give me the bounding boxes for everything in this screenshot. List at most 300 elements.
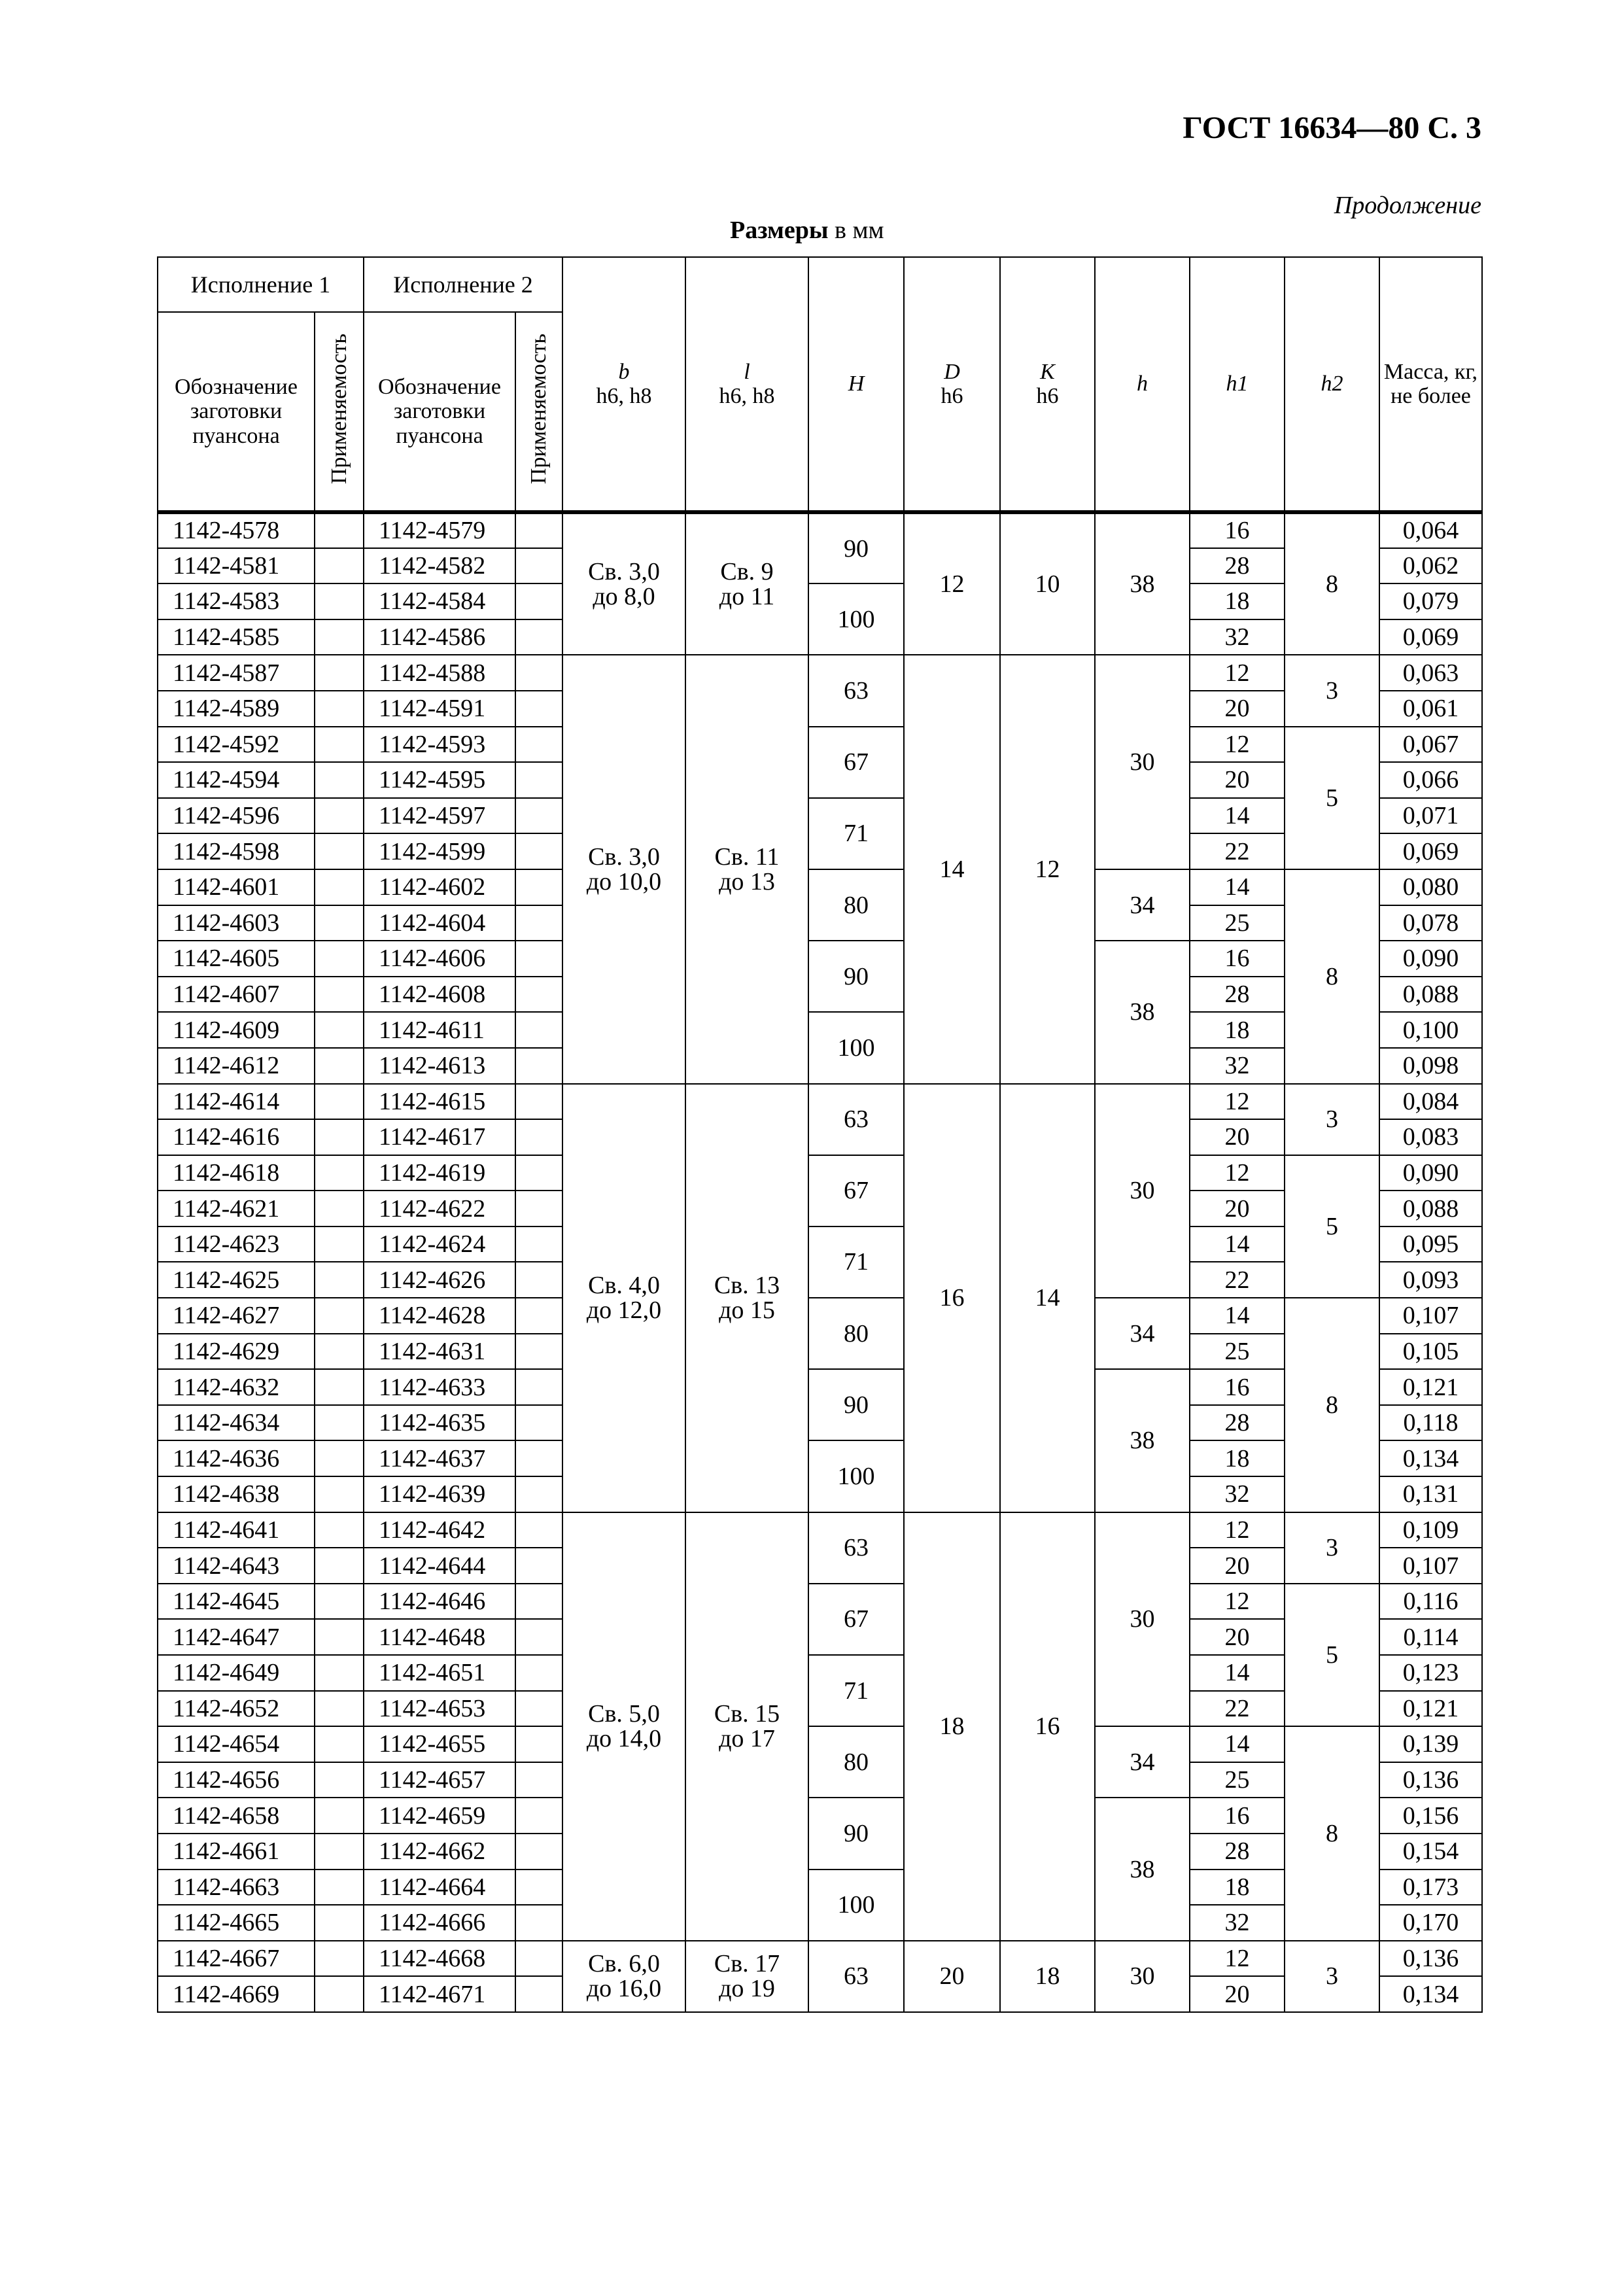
applicability-1 <box>315 941 364 977</box>
cell-l <box>685 512 808 655</box>
cell-mass: 0,083 <box>1379 1119 1482 1155</box>
header-b <box>562 257 685 512</box>
code-ispolnenie-2: 1142-4664 <box>364 1870 515 1905</box>
code-ispolnenie-1: 1142-4638 <box>158 1476 315 1512</box>
cell-H: 63 <box>808 1084 904 1155</box>
applicability-2 <box>515 1262 562 1298</box>
cell-mass: 0,071 <box>1379 798 1482 834</box>
code-ispolnenie-2: 1142-4631 <box>364 1334 515 1370</box>
applicability-2 <box>515 1191 562 1226</box>
header-ispolnenie-1: Исполнение 1 <box>158 257 364 312</box>
table-row <box>158 583 1482 619</box>
applicability-1 <box>315 1798 364 1834</box>
cell-K: 10 <box>1000 512 1095 655</box>
code-ispolnenie-1: 1142-4603 <box>158 905 315 941</box>
applicability-1 <box>315 1905 364 1941</box>
applicability-1 <box>315 1691 364 1727</box>
table-row <box>158 1941 1482 1977</box>
dimensions-table <box>157 256 1483 2013</box>
cell-h1: 32 <box>1190 1048 1285 1084</box>
cell-b <box>562 1512 685 1941</box>
header-l-symbol: l <box>744 359 750 384</box>
applicability-1 <box>315 691 364 727</box>
header-l-tolerance: h6, h8 <box>719 384 775 408</box>
code-ispolnenie-2: 1142-4617 <box>364 1119 515 1155</box>
code-ispolnenie-2: 1142-4608 <box>364 977 515 1013</box>
cell-D: 12 <box>904 512 1000 655</box>
cell-h: 38 <box>1095 512 1190 655</box>
cell-h2: 3 <box>1285 1084 1379 1155</box>
code-ispolnenie-1: 1142-4601 <box>158 869 315 905</box>
applicability-2 <box>515 798 562 834</box>
code-ispolnenie-2: 1142-4597 <box>364 798 515 834</box>
cell-mass: 0,064 <box>1379 512 1482 548</box>
range-to: до 13 <box>719 867 775 896</box>
applicability-1 <box>315 1191 364 1226</box>
range-to: до 17 <box>719 1725 775 1753</box>
cell-h1: 14 <box>1190 1726 1285 1762</box>
applicability-2 <box>515 905 562 941</box>
cell-mass: 0,084 <box>1379 1084 1482 1120</box>
code-ispolnenie-1: 1142-4665 <box>158 1905 315 1941</box>
cell-h1: 14 <box>1190 1298 1285 1334</box>
cell-h1: 20 <box>1190 691 1285 727</box>
cell-mass: 0,069 <box>1379 833 1482 869</box>
table-row <box>158 1369 1482 1405</box>
cell-mass: 0,105 <box>1379 1334 1482 1370</box>
cell-H: 67 <box>808 727 904 798</box>
table-row <box>158 1298 1482 1334</box>
code-ispolnenie-1: 1142-4669 <box>158 1976 315 2012</box>
code-ispolnenie-2: 1142-4624 <box>364 1226 515 1262</box>
cell-mass: 0,107 <box>1379 1298 1482 1334</box>
code-ispolnenie-1: 1142-4621 <box>158 1191 315 1226</box>
applicability-1 <box>315 1012 364 1048</box>
cell-h1: 32 <box>1190 1476 1285 1512</box>
applicability-2 <box>515 1226 562 1262</box>
cell-h1: 28 <box>1190 548 1285 584</box>
range-from: Св. 9 <box>720 558 774 586</box>
cell-h: 30 <box>1095 1941 1190 2012</box>
cell-mass: 0,088 <box>1379 977 1482 1013</box>
cell-D: 20 <box>904 1941 1000 2012</box>
applicability-2 <box>515 941 562 977</box>
code-ispolnenie-1: 1142-4587 <box>158 655 315 691</box>
applicability-2 <box>515 727 562 763</box>
applicability-1 <box>315 1048 364 1084</box>
code-ispolnenie-2: 1142-4655 <box>364 1726 515 1762</box>
cell-h2: 5 <box>1285 727 1379 869</box>
code-ispolnenie-1: 1142-4654 <box>158 1726 315 1762</box>
applicability-2 <box>515 1726 562 1762</box>
cell-mass: 0,100 <box>1379 1012 1482 1048</box>
cell-h: 38 <box>1095 1798 1190 1940</box>
cell-H: 71 <box>808 1655 904 1726</box>
cell-H: 100 <box>808 583 904 655</box>
cell-mass: 0,121 <box>1379 1369 1482 1405</box>
header-oboznachenie-2: Обозначение заготовки пуансона <box>364 312 515 512</box>
applicability-2 <box>515 1584 562 1620</box>
applicability-2 <box>515 548 562 584</box>
applicability-2 <box>515 691 562 727</box>
cell-H: 80 <box>808 1298 904 1369</box>
applicability-2 <box>515 1048 562 1084</box>
code-ispolnenie-1: 1142-4629 <box>158 1334 315 1370</box>
cell-h: 34 <box>1095 1298 1190 1369</box>
cell-mass: 0,134 <box>1379 1976 1482 2012</box>
cell-h1: 25 <box>1190 1762 1285 1798</box>
cell-h1: 14 <box>1190 869 1285 905</box>
cell-mass: 0,062 <box>1379 548 1482 584</box>
range-from: Св. 3,0 <box>588 558 660 586</box>
applicability-2 <box>515 1476 562 1512</box>
cell-l <box>685 1941 808 2012</box>
cell-H: 80 <box>808 1726 904 1798</box>
cell-H: 67 <box>808 1155 904 1226</box>
code-ispolnenie-2: 1142-4644 <box>364 1548 515 1584</box>
cell-H: 100 <box>808 1440 904 1512</box>
cell-h1: 12 <box>1190 1941 1285 1977</box>
code-ispolnenie-2: 1142-4635 <box>364 1405 515 1441</box>
cell-h2: 8 <box>1285 869 1379 1084</box>
cell-h1: 18 <box>1190 1012 1285 1048</box>
applicability-1 <box>315 869 364 905</box>
cell-mass: 0,156 <box>1379 1798 1482 1834</box>
cell-H: 80 <box>808 869 904 941</box>
code-ispolnenie-2: 1142-4626 <box>364 1262 515 1298</box>
table-row <box>158 1012 1482 1048</box>
cell-mass: 0,079 <box>1379 583 1482 619</box>
range-to: до 19 <box>719 1975 775 2003</box>
applicability-1 <box>315 1762 364 1798</box>
applicability-1 <box>315 905 364 941</box>
cell-mass: 0,173 <box>1379 1870 1482 1905</box>
applicability-1 <box>315 1119 364 1155</box>
code-ispolnenie-2: 1142-4588 <box>364 655 515 691</box>
code-ispolnenie-2: 1142-4613 <box>364 1048 515 1084</box>
range-from: Св. 5,0 <box>588 1700 660 1728</box>
applicability-2 <box>515 1905 562 1941</box>
range-to: до 14,0 <box>586 1725 662 1753</box>
code-ispolnenie-2: 1142-4606 <box>364 941 515 977</box>
cell-mass: 0,066 <box>1379 762 1482 798</box>
code-ispolnenie-1: 1142-4634 <box>158 1405 315 1441</box>
table-row <box>158 1584 1482 1620</box>
code-ispolnenie-1: 1142-4616 <box>158 1119 315 1155</box>
table-row <box>158 941 1482 977</box>
cell-mass: 0,123 <box>1379 1655 1482 1691</box>
applicability-1 <box>315 1369 364 1405</box>
applicability-1 <box>315 1584 364 1620</box>
header-primenyaemost-1-text: Применяемость <box>326 334 351 485</box>
cell-H: 63 <box>808 1512 904 1584</box>
header-H: H <box>808 257 904 512</box>
cell-h1: 14 <box>1190 1655 1285 1691</box>
header-primenyaemost-1 <box>315 312 364 512</box>
cell-l <box>685 655 808 1083</box>
cell-h1: 12 <box>1190 1084 1285 1120</box>
table-row <box>158 1870 1482 1905</box>
range-from: Св. 6,0 <box>588 1950 660 1978</box>
applicability-2 <box>515 869 562 905</box>
cell-mass: 0,098 <box>1379 1048 1482 1084</box>
cell-H: 90 <box>808 1798 904 1869</box>
code-ispolnenie-2: 1142-4611 <box>364 1012 515 1048</box>
applicability-1 <box>315 1512 364 1548</box>
code-ispolnenie-1: 1142-4589 <box>158 691 315 727</box>
cell-h1: 18 <box>1190 583 1285 619</box>
cell-H: 71 <box>808 1226 904 1298</box>
cell-h: 30 <box>1095 1084 1190 1298</box>
header-K-symbol: K <box>1040 359 1055 384</box>
units-prefix: Размеры <box>730 217 829 244</box>
applicability-2 <box>515 1655 562 1691</box>
applicability-1 <box>315 583 364 619</box>
cell-h1: 12 <box>1190 1155 1285 1191</box>
cell-mass: 0,114 <box>1379 1619 1482 1655</box>
cell-h2: 8 <box>1285 1298 1379 1512</box>
header-K <box>1000 257 1095 512</box>
range-to: до 8,0 <box>593 583 655 611</box>
cell-h1: 12 <box>1190 1584 1285 1620</box>
cell-K: 14 <box>1000 1084 1095 1512</box>
applicability-2 <box>515 1512 562 1548</box>
cell-mass: 0,080 <box>1379 869 1482 905</box>
table-row <box>158 869 1482 905</box>
cell-h2: 8 <box>1285 1726 1379 1941</box>
table-row <box>158 1655 1482 1691</box>
header-K-tolerance: h6 <box>1036 384 1059 408</box>
cell-h1: 32 <box>1190 1905 1285 1941</box>
code-ispolnenie-1: 1142-4652 <box>158 1691 315 1727</box>
code-ispolnenie-1: 1142-4636 <box>158 1440 315 1476</box>
applicability-1 <box>315 619 364 655</box>
code-ispolnenie-1: 1142-4658 <box>158 1798 315 1834</box>
cell-mass: 0,107 <box>1379 1548 1482 1584</box>
cell-K: 16 <box>1000 1512 1095 1941</box>
code-ispolnenie-2: 1142-4595 <box>364 762 515 798</box>
cell-mass: 0,090 <box>1379 1155 1482 1191</box>
code-ispolnenie-1: 1142-4578 <box>158 512 315 548</box>
cell-H: 100 <box>808 1870 904 1941</box>
cell-h1: 28 <box>1190 977 1285 1013</box>
code-ispolnenie-2: 1142-4599 <box>364 833 515 869</box>
code-ispolnenie-2: 1142-4619 <box>364 1155 515 1191</box>
cell-K: 18 <box>1000 1941 1095 2012</box>
applicability-2 <box>515 1548 562 1584</box>
cell-b <box>562 1941 685 2012</box>
applicability-1 <box>315 1476 364 1512</box>
applicability-1 <box>315 1440 364 1476</box>
cell-h1: 20 <box>1190 1119 1285 1155</box>
applicability-2 <box>515 1155 562 1191</box>
code-ispolnenie-2: 1142-4637 <box>364 1440 515 1476</box>
applicability-2 <box>515 512 562 548</box>
cell-h1: 25 <box>1190 905 1285 941</box>
code-ispolnenie-2: 1142-4582 <box>364 548 515 584</box>
code-ispolnenie-1: 1142-4592 <box>158 727 315 763</box>
code-ispolnenie-1: 1142-4641 <box>158 1512 315 1548</box>
cell-mass: 0,078 <box>1379 905 1482 941</box>
cell-h1: 12 <box>1190 655 1285 691</box>
cell-mass: 0,170 <box>1379 1905 1482 1941</box>
header-h1: h1 <box>1190 257 1285 512</box>
header-h: h <box>1095 257 1190 512</box>
code-ispolnenie-1: 1142-4663 <box>158 1870 315 1905</box>
cell-h1: 14 <box>1190 1226 1285 1262</box>
applicability-2 <box>515 1834 562 1870</box>
applicability-1 <box>315 977 364 1013</box>
cell-h1: 32 <box>1190 619 1285 655</box>
table-row <box>158 1155 1482 1191</box>
applicability-1 <box>315 833 364 869</box>
cell-H: 90 <box>808 512 904 583</box>
applicability-1 <box>315 1834 364 1870</box>
cell-h1: 18 <box>1190 1870 1285 1905</box>
header-primenyaemost-2 <box>515 312 562 512</box>
cell-h2: 8 <box>1285 512 1379 655</box>
cell-D: 16 <box>904 1084 1000 1512</box>
applicability-1 <box>315 1548 364 1584</box>
applicability-1 <box>315 1976 364 2012</box>
cell-h1: 16 <box>1190 512 1285 548</box>
cell-h2: 5 <box>1285 1584 1379 1726</box>
applicability-2 <box>515 1976 562 2012</box>
applicability-2 <box>515 1405 562 1441</box>
applicability-2 <box>515 1619 562 1655</box>
code-ispolnenie-2: 1142-4591 <box>364 691 515 727</box>
code-ispolnenie-1: 1142-4609 <box>158 1012 315 1048</box>
applicability-1 <box>315 1655 364 1691</box>
cell-h: 34 <box>1095 1726 1190 1798</box>
applicability-1 <box>315 798 364 834</box>
cell-D: 18 <box>904 1512 1000 1941</box>
cell-b <box>562 655 685 1083</box>
cell-H: 71 <box>808 798 904 869</box>
units-suffix: в мм <box>828 217 884 244</box>
cell-mass: 0,093 <box>1379 1262 1482 1298</box>
applicability-2 <box>515 1870 562 1905</box>
code-ispolnenie-2: 1142-4584 <box>364 583 515 619</box>
table-row <box>158 798 1482 834</box>
code-ispolnenie-2: 1142-4593 <box>364 727 515 763</box>
code-ispolnenie-2: 1142-4628 <box>364 1298 515 1334</box>
code-ispolnenie-1: 1142-4623 <box>158 1226 315 1262</box>
cell-h: 30 <box>1095 655 1190 869</box>
applicability-2 <box>515 1119 562 1155</box>
applicability-1 <box>315 1619 364 1655</box>
applicability-2 <box>515 1440 562 1476</box>
table-row <box>158 1798 1482 1834</box>
applicability-2 <box>515 1798 562 1834</box>
page-header: ГОСТ 16634—80 С. 3 <box>1183 111 1481 145</box>
applicability-2 <box>515 583 562 619</box>
code-ispolnenie-1: 1142-4618 <box>158 1155 315 1191</box>
table-row <box>158 727 1482 763</box>
cell-mass: 0,095 <box>1379 1226 1482 1262</box>
code-ispolnenie-2: 1142-4648 <box>364 1619 515 1655</box>
code-ispolnenie-2: 1142-4653 <box>364 1691 515 1727</box>
applicability-2 <box>515 977 562 1013</box>
cell-H: 90 <box>808 1369 904 1440</box>
range-to: до 15 <box>719 1296 775 1325</box>
code-ispolnenie-2: 1142-4615 <box>364 1084 515 1120</box>
cell-D: 14 <box>904 655 1000 1083</box>
cell-H: 63 <box>808 1941 904 2012</box>
code-ispolnenie-2: 1142-4666 <box>364 1905 515 1941</box>
code-ispolnenie-2: 1142-4651 <box>364 1655 515 1691</box>
cell-mass: 0,090 <box>1379 941 1482 977</box>
continuation-label: Продолжение <box>1334 192 1481 219</box>
code-ispolnenie-1: 1142-4581 <box>158 548 315 584</box>
applicability-1 <box>315 1941 364 1977</box>
cell-mass: 0,061 <box>1379 691 1482 727</box>
code-ispolnenie-1: 1142-4585 <box>158 619 315 655</box>
table-row <box>158 512 1482 548</box>
applicability-2 <box>515 619 562 655</box>
cell-h2: 3 <box>1285 1941 1379 2012</box>
table-row <box>158 1084 1482 1120</box>
cell-b <box>562 1084 685 1512</box>
code-ispolnenie-2: 1142-4579 <box>364 512 515 548</box>
code-ispolnenie-1: 1142-4583 <box>158 583 315 619</box>
code-ispolnenie-1: 1142-4627 <box>158 1298 315 1334</box>
cell-l <box>685 1084 808 1512</box>
cell-h1: 22 <box>1190 1691 1285 1727</box>
code-ispolnenie-1: 1142-4605 <box>158 941 315 977</box>
cell-mass: 0,154 <box>1379 1834 1482 1870</box>
cell-h: 34 <box>1095 869 1190 941</box>
cell-h1: 20 <box>1190 1619 1285 1655</box>
table-row <box>158 1440 1482 1476</box>
header-D <box>904 257 1000 512</box>
cell-mass: 0,136 <box>1379 1762 1482 1798</box>
cell-h1: 20 <box>1190 1548 1285 1584</box>
cell-mass: 0,134 <box>1379 1440 1482 1476</box>
cell-K: 12 <box>1000 655 1095 1083</box>
code-ispolnenie-2: 1142-4639 <box>364 1476 515 1512</box>
range-to: до 10,0 <box>586 867 662 896</box>
range-from: Св. 15 <box>714 1700 780 1728</box>
code-ispolnenie-1: 1142-4656 <box>158 1762 315 1798</box>
code-ispolnenie-2: 1142-4602 <box>364 869 515 905</box>
code-ispolnenie-2: 1142-4622 <box>364 1191 515 1226</box>
applicability-1 <box>315 1334 364 1370</box>
code-ispolnenie-1: 1142-4661 <box>158 1834 315 1870</box>
applicability-1 <box>315 512 364 548</box>
cell-H: 100 <box>808 1012 904 1083</box>
table-row <box>158 655 1482 691</box>
code-ispolnenie-1: 1142-4596 <box>158 798 315 834</box>
cell-H: 90 <box>808 941 904 1012</box>
cell-mass: 0,109 <box>1379 1512 1482 1548</box>
units-label <box>730 216 884 245</box>
cell-h2: 3 <box>1285 655 1379 726</box>
code-ispolnenie-2: 1142-4659 <box>364 1798 515 1834</box>
cell-mass: 0,139 <box>1379 1726 1482 1762</box>
cell-h1: 28 <box>1190 1405 1285 1441</box>
code-ispolnenie-1: 1142-4632 <box>158 1369 315 1405</box>
range-from: Св. 11 <box>714 843 780 871</box>
cell-mass: 0,063 <box>1379 655 1482 691</box>
applicability-2 <box>515 1762 562 1798</box>
cell-h1: 22 <box>1190 833 1285 869</box>
applicability-1 <box>315 1226 364 1262</box>
code-ispolnenie-1: 1142-4594 <box>158 762 315 798</box>
cell-h1: 28 <box>1190 1834 1285 1870</box>
cell-h1: 14 <box>1190 798 1285 834</box>
header-mass: Масса, кг, не более <box>1379 257 1482 512</box>
